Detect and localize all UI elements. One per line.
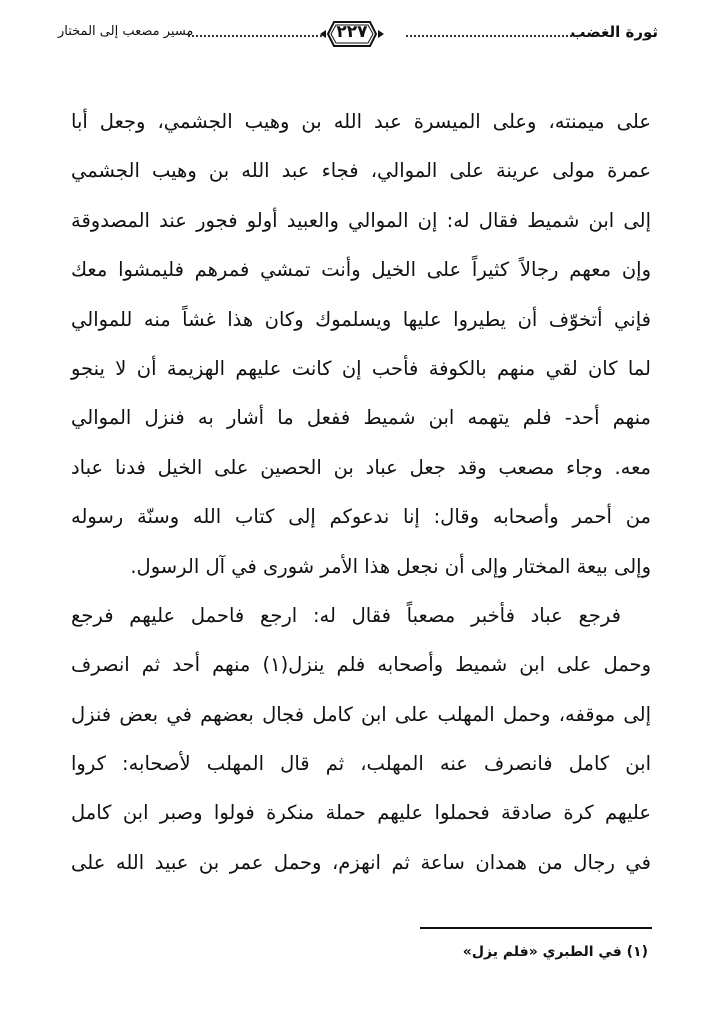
text-line: عليهم كرة صادقة فحملوا عليهم حملة منكرة فولوا وصبر ابن كامل <box>71 801 651 825</box>
text-line: منهم أحد- فلم يتهمه ابن شميط ففعل ما أشار به فنزل الموالي <box>71 406 651 430</box>
text-line: وحمل على ابن شميط وأصحابه فلم ينزل(١) منهم أحد ثم انصرف <box>71 653 651 677</box>
running-header <box>58 18 658 50</box>
text-line: عمرة مولى عرينة على الموالي، فجاء عبد الله بن وهيب الجشمي <box>71 159 651 183</box>
chapter-title: مسير مصعب إلى المختار <box>58 24 194 39</box>
text-line: فرجع عباد فأخبر مصعباً فقال له: ارجع فاحمل عليهم فرجع <box>71 603 621 627</box>
footnote: (١) في الطبري «فلم يزل» <box>462 944 648 960</box>
text-line: إلى ابن شميط فقال له: إن الموالي والعبيد أولو فجور عند المصدوقة <box>71 208 651 232</box>
text-line: ابن كامل فانصرف عنه المهلب، ثم قال المهلب لأصحابه: كروا <box>71 752 651 776</box>
text-line: وإلى بيعة المختار وإلى أن نجعل هذا الأمر شورى في آل الرسول. <box>130 554 651 578</box>
text-line: وإن معهم رجالاً كثيراً على الخيل وأنت تمشي فمرهم فليمشوا معك <box>71 258 651 282</box>
text-line: إلى موقفه، وحمل المهلب على ابن كامل فجال بعضهم في بعض فنزل <box>71 702 651 726</box>
text-line: فإني أتخوّف أن يطيروا عليها ويسلموك وكان هذا غشاً منه للموالي <box>71 307 651 331</box>
footnote-divider <box>420 927 652 929</box>
text-line: معه. وجاء مصعب وقد جعل عباد بن الحصين على الخيل فدنا عباد <box>71 455 651 479</box>
header-dotted-leader-right <box>406 35 576 37</box>
text-line: من أحمر وأصحابه وقال: إنا ندعوكم إلى كتاب الله وسنّة رسوله <box>71 505 651 529</box>
text-line: في رجال من همدان ساعة ثم انهزم، وحمل عمر بن عبيد الله على <box>71 850 651 874</box>
text-line: على ميمنته، وعلى الميسرة عبد الله بن وهيب الجشمي، وجعل أبا <box>71 110 651 133</box>
body-text <box>71 97 651 887</box>
text-line: لما كان لقي منهم بالكوفة فأحب إن كانت عليهم الهزيمة أن لا ينجو <box>71 356 651 380</box>
page-number: ٢٢٧ <box>336 22 368 42</box>
book-title: ثورة الغضب <box>570 23 658 41</box>
page-number-badge <box>318 16 386 52</box>
